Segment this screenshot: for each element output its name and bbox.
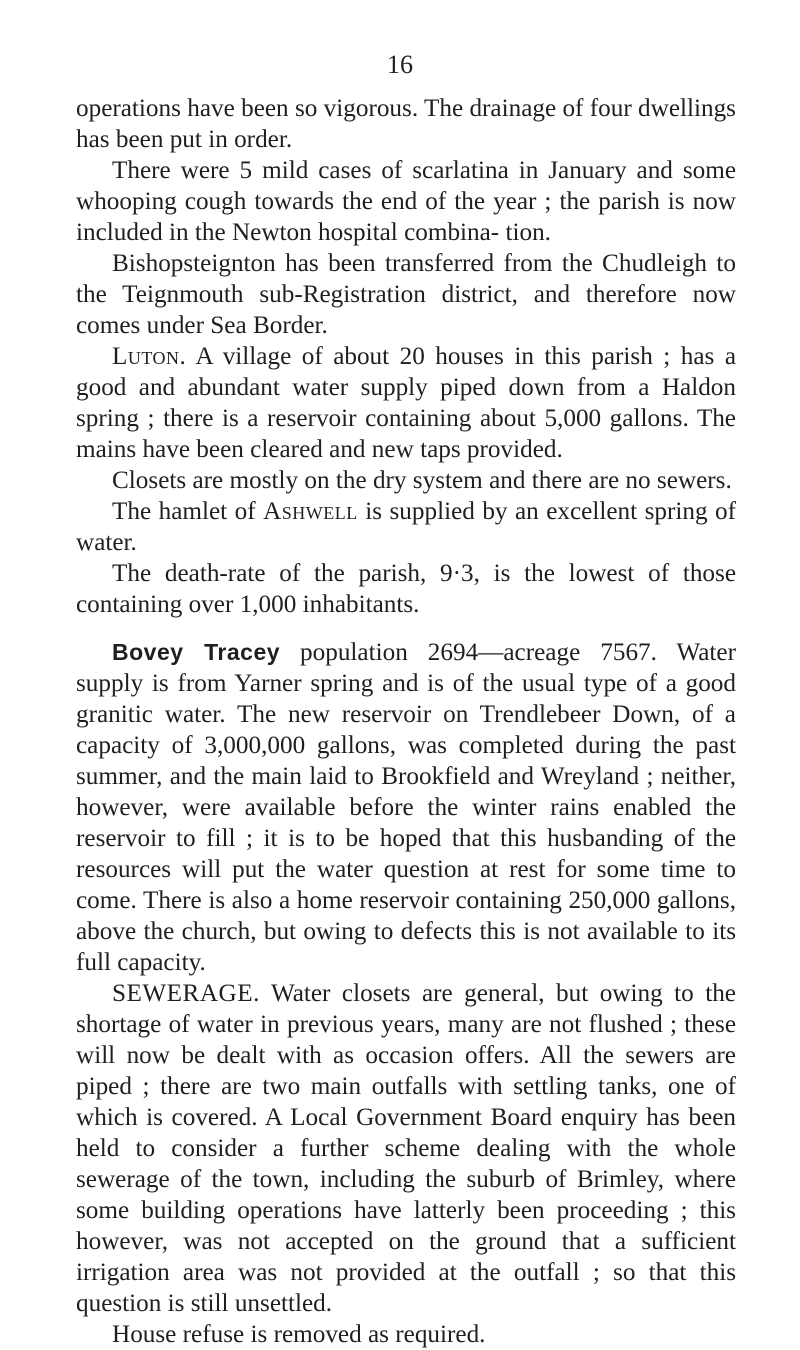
paragraph-closets: Closets are mostly on the dry system and there are no sewers. <box>112 467 732 494</box>
paragraph-bovey-tracey <box>76 637 736 978</box>
paragraph-death-rate: The death-rate of the parish, 9·3, is the lowest of those containing over 1,000 inhabitants. <box>76 560 736 618</box>
paragraph-drainage: operations have been so vigorous. The drainage of four dwellings has been put in order. <box>76 95 736 153</box>
sewerage-heading: SEWERAGE. <box>112 980 260 1007</box>
paragraph-house-refuse: House refuse is removed as required. <box>112 1321 486 1348</box>
paragraph-bishopsteignton: Bishopsteignton has been transferred from the Chudleigh to the Teignmouth sub-Registration district, and therefore now comes under Sea Border. <box>76 250 736 339</box>
ashwell-post: is supplied by an excellent spring of water. <box>76 498 736 556</box>
bovey-tracey-text: population 2694—acreage 7567. Water supply is from Yarner spring and is of the usual type of a good granitic water. The new reservoir on Trendlebeer Down, of a capacity of 3,000,000 gallons, was completed during the past summer, and the main laid to Brookfield and Wreyland ; neither, however, were available before the winter rains enabled the reservoir to fill ; it is to be hoped that this husbanding of the resources will put the water question at rest for some time to come. There is also a home reservoir containing 250,000 gallons, above the church, but owing to defects this is not available to its full capacity. <box>76 639 736 976</box>
ashwell-name: Ashwell <box>263 498 358 525</box>
bovey-tracey-heading: Bovey Tracey <box>112 639 281 665</box>
document-body <box>76 93 736 1350</box>
paragraph-sewerage <box>76 978 736 1319</box>
paragraph-luton <box>76 341 736 465</box>
ashwell-pre: The hamlet of <box>112 498 264 525</box>
luton-text: A village of about 20 houses in this parish ; has a good and abundant water supply piped down from a Haldon spring ; there is a reservoir containing about 5,000 gallons. The mains have been cleared and new taps provided. <box>76 343 736 463</box>
paragraph-scarlatina: There were 5 mild cases of scarlatina in January and some whooping cough towards the end of the year ; the parish is now included in the Newton hospital combina- tion. <box>76 157 736 246</box>
paragraph-ashwell <box>76 496 736 558</box>
page-number: 16 <box>387 50 413 79</box>
sewerage-text: Water closets are general, but owing to the shortage of water in previous years, many are not flushed ; these will now be dealt with as occasion offers. All the sewers are piped ; there are two main outfalls with settling tanks, one of which is covered. A Local Government Board enquiry has been held to consider a further scheme dealing with the whole sewerage of the town, including the suburb of Brimley, where some building operations have latterly been proceeding ; this however, was not accepted on the ground that a sufficient irrigation area was not provided at the outfall ; so that this question is still unsettled. <box>76 980 736 1317</box>
luton-heading: Luton. <box>112 343 187 370</box>
